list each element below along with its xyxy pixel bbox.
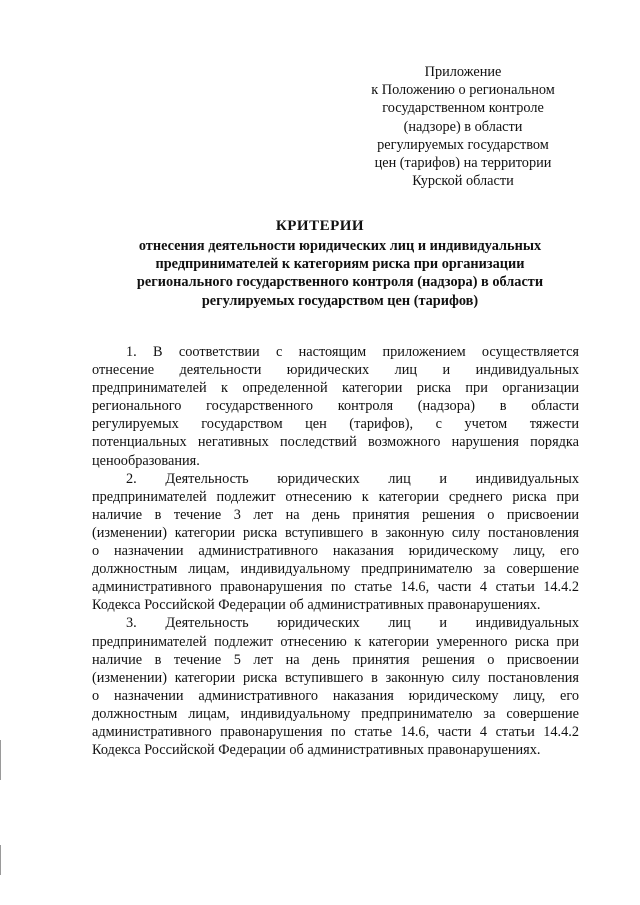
paragraph-line: Кодекса Российской Федерации об административных правонарушениях. (92, 597, 541, 614)
subtitle-line: отнесения деятельности юридических лиц и индивидуальных (138, 238, 542, 254)
paragraph-line: административного правонарушения по статье 14.6, части 4 статьи 14.4.2 (92, 723, 579, 740)
paragraph-line: должностным лицам, индивидуальному предпринимателю за совершение (92, 561, 579, 578)
subtitle-line: регионального государственного контроля (надзора) в области (136, 274, 544, 291)
appendix-line: к Положению о региональном (371, 82, 555, 99)
subtitle-line: предпринимателей к категориям риска при организации (155, 256, 525, 273)
paragraph-3 (92, 614, 579, 759)
paragraph-2 (92, 470, 579, 615)
paragraph-line: отнесение деятельности юридических лиц и индивидуальных (92, 362, 579, 379)
appendix-line: Курской области (412, 173, 514, 190)
document-title: КРИТЕРИИ (275, 218, 365, 234)
scan-edge-mark (0, 845, 1, 875)
paragraph-1 (92, 343, 579, 470)
appendix-line: регулируемых государством (377, 136, 549, 153)
paragraph-line: о назначении административного наказания юридическому лицу, его (92, 543, 579, 560)
paragraph-line: наличие в течение 5 лет на день принятия решения о присвоении (92, 651, 579, 668)
paragraph-line: о назначении административного наказания юридическому лицу, его (92, 687, 579, 704)
paragraph-line: регулируемых государством цен (тарифов), с учетом тяжести (92, 416, 579, 433)
appendix-line: Приложение (424, 64, 502, 80)
paragraph-line: административного правонарушения по статье 14.6, части 4 статьи 14.4.2 (92, 579, 579, 596)
subtitle-line: регулируемых государством цен (тарифов) (201, 292, 479, 309)
appendix-line: (надзоре) в области (403, 118, 523, 135)
appendix-header (348, 63, 578, 190)
paragraph-line: 2. Деятельность юридических лиц и индивидуальных (126, 470, 579, 487)
paragraph-line: предпринимателей к определенной категории риска при организации (92, 380, 579, 397)
appendix-line: цен (тарифов) на территории (374, 155, 552, 172)
paragraph-line: ценообразования. (92, 452, 200, 469)
paragraph-line: регионального государственного контроля (надзора) в области (92, 398, 579, 415)
paragraph-line: предпринимателей подлежит отнесению к категории среднего риска при (92, 488, 579, 505)
paragraph-line: должностным лицам, индивидуальному предпринимателю за совершение (92, 705, 579, 722)
paragraph-line: наличие в течение 3 лет на день принятия решения о присвоении (92, 506, 579, 523)
paragraph-line: (изменении) категории риска вступившего в законную силу постановления (92, 669, 579, 686)
paragraph-line: предпринимателей подлежит отнесению к категории умеренного риска при (92, 633, 579, 650)
paragraph-line: 1. В соответствии с настоящим приложением осуществляется (126, 344, 579, 360)
paragraph-line: Кодекса Российской Федерации об административных правонарушениях. (92, 742, 541, 759)
appendix-line: государственном контроле (382, 100, 544, 117)
document-body (92, 343, 579, 759)
scan-edge-mark (0, 740, 1, 780)
paragraph-line: потенциальных негативных последствий возможного нарушения порядка (92, 434, 579, 451)
paragraph-line: 3. Деятельность юридических лиц и индивидуальных (126, 615, 579, 632)
document-subtitle (100, 237, 580, 310)
paragraph-line: (изменении) категории риска вступившего в законную силу постановления (92, 524, 579, 541)
